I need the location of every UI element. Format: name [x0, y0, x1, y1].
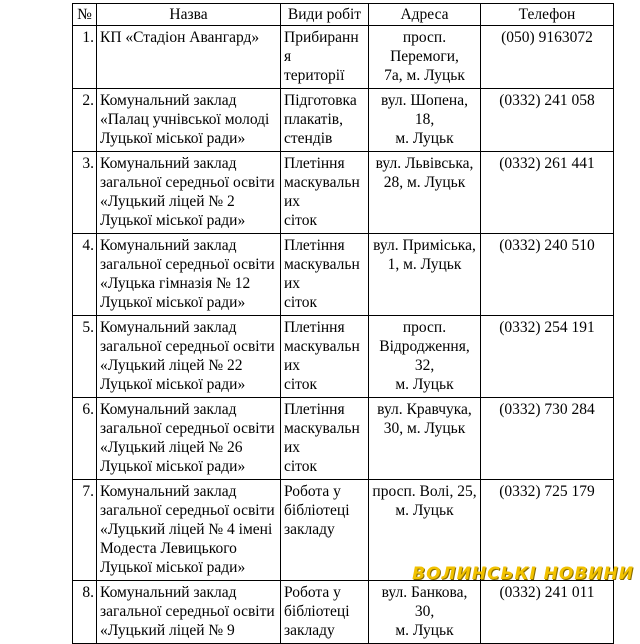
organization-name-line: Комунальний заклад [100, 237, 237, 254]
table-row [73, 26, 614, 89]
work-type-line: сіток [284, 212, 318, 229]
work-type-line: сіток [284, 376, 318, 393]
address-line: м. Луцьк [395, 622, 454, 639]
phone-number: (0332) 730 284 [481, 398, 614, 480]
organization-name-line: «Луцька гімназія № 12 [100, 275, 251, 292]
watermark-logo: ВОЛИНСЬКІ НОВИНИ [412, 564, 634, 584]
row-number: 4. [73, 234, 97, 316]
work-type-line: сіток [284, 294, 318, 311]
organization-name-line: Комунальний заклад [100, 401, 237, 418]
work-type [281, 26, 369, 89]
work-type-line: бібліотеці [284, 603, 350, 620]
organization-name-line: загальної середньої освіти [100, 420, 275, 437]
address [369, 398, 481, 480]
organization-name-line: Комунальний заклад [100, 155, 237, 172]
address-line: вул. Шопена, 18, [381, 92, 468, 128]
address-line: просп. Перемоги, [390, 29, 459, 65]
header-work-type: Види робіт [281, 4, 369, 26]
address-line: вул. Приміська, [373, 237, 476, 254]
organization-name-line: Комунальний заклад [100, 319, 237, 336]
address-line: 30, м. Луцьк [383, 420, 466, 437]
work-type [281, 398, 369, 480]
address-line: вул. Львівська, [375, 155, 474, 172]
organization-name-line: Модеста Левицького [100, 540, 237, 557]
work-type-line: Підготовка [284, 92, 357, 109]
organization-name-line: загальної середньої освіти [100, 603, 275, 620]
work-type-line: Прибирання [284, 29, 359, 65]
address-line: вул. Кравчука, [377, 401, 472, 418]
header-number: № [73, 4, 97, 26]
organization-name [97, 480, 281, 581]
work-type [281, 89, 369, 152]
phone-number: (0332) 240 510 [481, 234, 614, 316]
organization-name-line: «Луцький ліцей № 2 [100, 193, 235, 210]
table-row [73, 89, 614, 152]
phone-number: (0332) 261 441 [481, 152, 614, 234]
organization-name [97, 26, 281, 89]
work-type-line: маскувальних [284, 420, 360, 456]
work-type-line: маскувальних [284, 174, 360, 210]
header-address: Адреса [369, 4, 481, 26]
organization-name-line: Комунальний заклад [100, 92, 237, 109]
address-line: 28, м. Луцьк [383, 174, 466, 191]
work-type-line: Плетіння [284, 155, 345, 172]
address-line: м. Луцьк [395, 130, 454, 147]
work-type-line: плакатів, [284, 111, 343, 128]
work-type-line: Плетіння [284, 237, 345, 254]
work-type-line: Робота у [284, 584, 341, 601]
phone-number: (0332) 241 058 [481, 89, 614, 152]
row-number: 5. [73, 316, 97, 398]
work-type-line: території [284, 67, 345, 84]
work-type-line: Плетіння [284, 401, 345, 418]
address-line: м. Луцьк [395, 376, 454, 393]
organization-name-line: «Луцький ліцей № 9 [100, 622, 235, 639]
organization-name-line: Луцької міської ради» [100, 130, 246, 147]
row-number: 7. [73, 480, 97, 581]
work-type-line: закладу [284, 622, 335, 639]
table-row [73, 152, 614, 234]
address-line: просп. [402, 319, 447, 336]
address [369, 89, 481, 152]
organization-name-line: загальної середньої освіти [100, 338, 275, 355]
organization-name [97, 316, 281, 398]
organization-name-line: Луцької міської ради» [100, 294, 246, 311]
organization-name-line: загальної середньої освіти [100, 502, 275, 519]
organization-name-line: Луцької міської ради» [100, 212, 246, 229]
table-row [73, 398, 614, 480]
organization-name [97, 234, 281, 316]
organization-name-line: «Луцький ліцей № 26 [100, 439, 243, 456]
phone-number: (050) 9163072 [481, 26, 614, 89]
address-line: вул. Банкова, 30, [381, 584, 468, 620]
organization-name-line: Комунальний заклад [100, 584, 237, 601]
work-type-line: маскувальних [284, 338, 360, 374]
table-body [73, 26, 614, 644]
address-line: 1, м. Луцьк [387, 256, 462, 273]
organization-name-line: загальної середньої освіти [100, 174, 275, 191]
work-type [281, 316, 369, 398]
row-number: 6. [73, 398, 97, 480]
organization-name [97, 398, 281, 480]
organization-name-line: загальної середньої освіти [100, 256, 275, 273]
row-number: 3. [73, 152, 97, 234]
work-type-line: Плетіння [284, 319, 345, 336]
organization-name-line: «Палац учнівської молоді [100, 111, 270, 128]
phone-number: (0332) 241 011 [481, 581, 614, 644]
organizations-table [72, 3, 614, 644]
organization-name [97, 89, 281, 152]
phone-number: (0332) 254 191 [481, 316, 614, 398]
work-type-line: закладу [284, 521, 335, 538]
address [369, 234, 481, 316]
organization-name-line: «Луцький ліцей № 22 [100, 357, 243, 374]
address [369, 152, 481, 234]
work-type-line: бібліотеці [284, 502, 350, 519]
row-number: 1. [73, 26, 97, 89]
header-phone: Телефон [481, 4, 614, 26]
work-type [281, 152, 369, 234]
row-number: 8. [73, 581, 97, 644]
address-line: Відродження, 32, [379, 338, 470, 374]
organization-name-line: Луцької міської ради» [100, 458, 246, 475]
address-line: просп. Волі, 25, [372, 483, 477, 500]
work-type-line: Робота у [284, 483, 341, 500]
organization-name-line: КП «Стадіон Авангард» [100, 29, 260, 46]
work-type-line: сіток [284, 458, 318, 475]
work-type-line: стендів [284, 130, 333, 147]
phone-number: (0332) 725 179 [481, 480, 614, 581]
work-type [281, 234, 369, 316]
work-type [281, 480, 369, 581]
work-type-line: маскувальних [284, 256, 360, 292]
organization-name-line: Луцької міської ради» [100, 376, 246, 393]
header-name: Назва [97, 4, 281, 26]
table-row [73, 234, 614, 316]
organization-name-line: Луцької міської ради» [100, 559, 246, 576]
address [369, 316, 481, 398]
organization-name-line: Комунальний заклад [100, 483, 237, 500]
table-row [73, 316, 614, 398]
organization-name [97, 152, 281, 234]
organization-name-line: «Луцький ліцей № 4 імені [100, 521, 273, 538]
row-number: 2. [73, 89, 97, 152]
table-header-row [73, 4, 614, 26]
address-line: м. Луцьк [395, 502, 454, 519]
address-line: 7а, м. Луцьк [384, 67, 465, 84]
address [369, 26, 481, 89]
